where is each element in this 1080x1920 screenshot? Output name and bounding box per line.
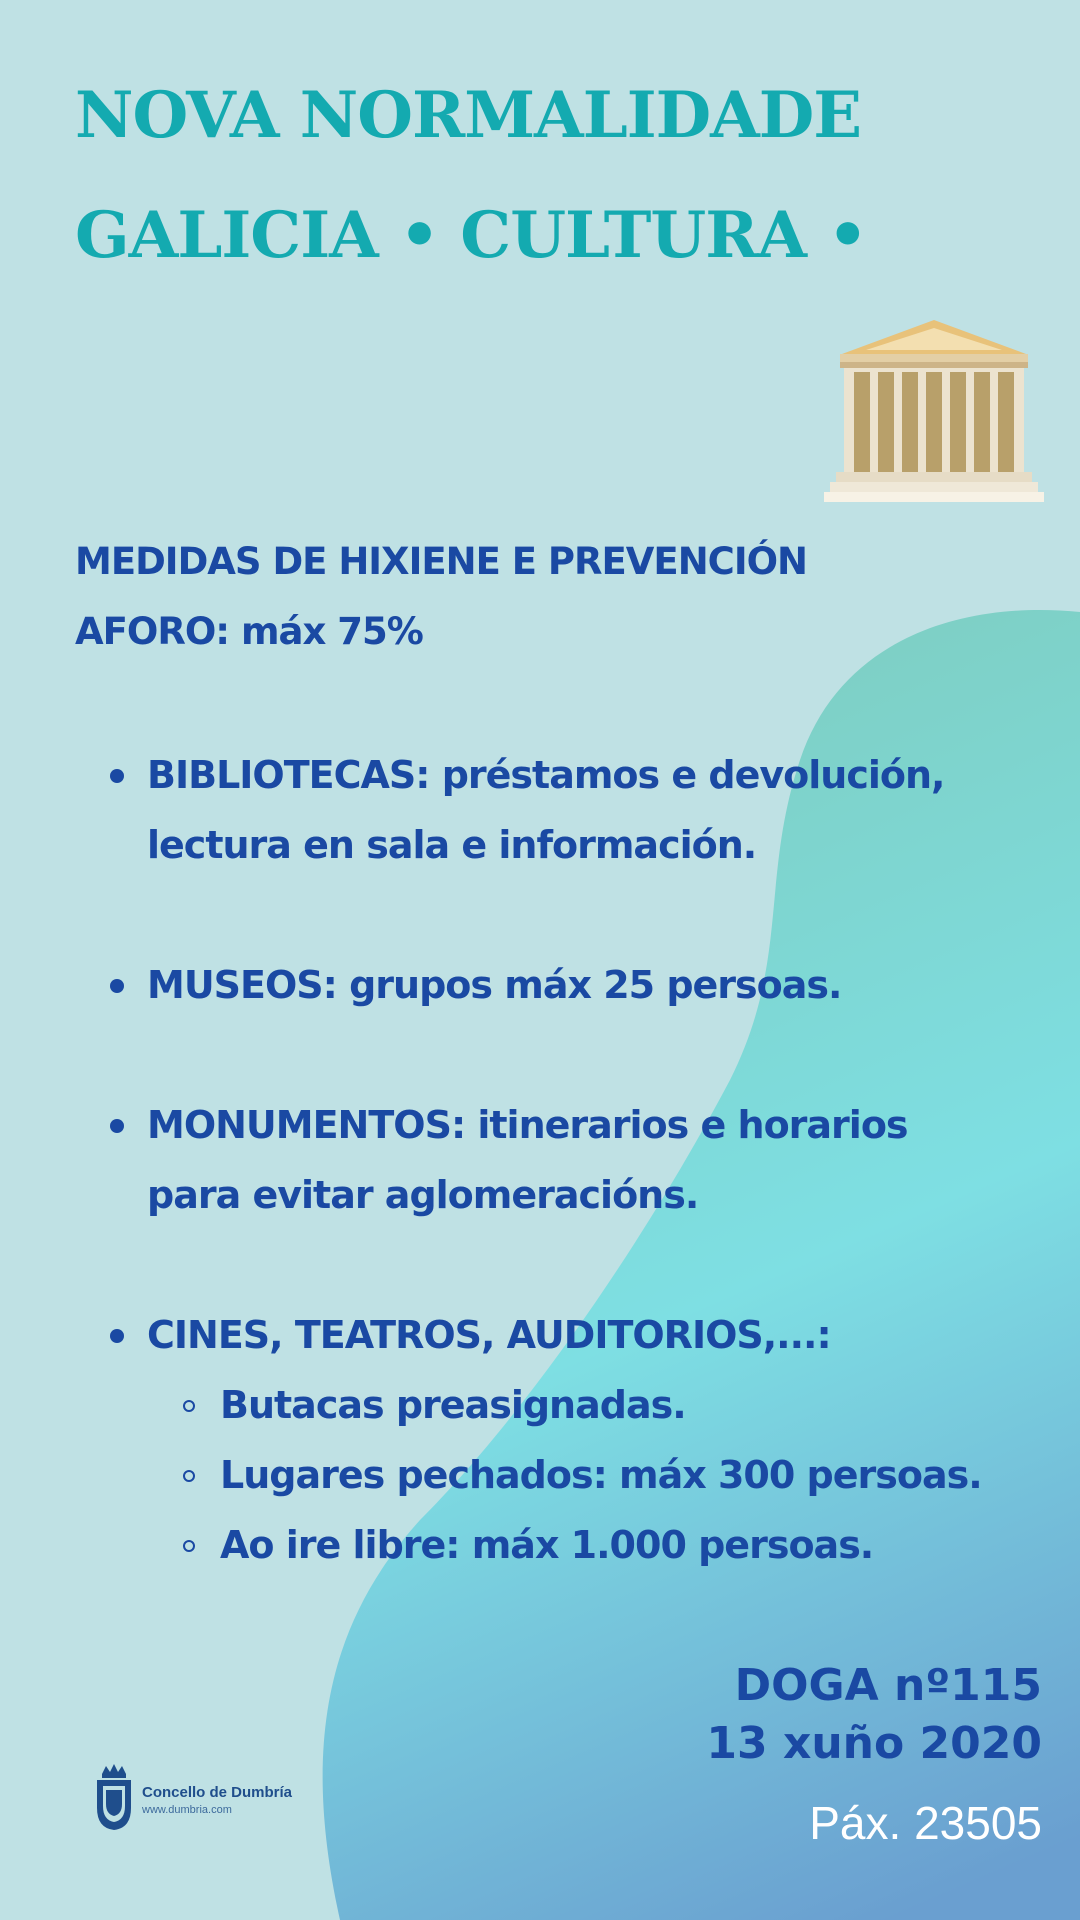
- list-item-monuments: MONUMENTOS: itinerarios e horarios para evitar aglomeracións.: [147, 1103, 908, 1217]
- sub-bullet-icon: [183, 1400, 195, 1412]
- concello-logo: [94, 1764, 314, 1834]
- list-item-cinemas: CINES, TEATROS, AUDITORIOS,...:: [147, 1313, 831, 1357]
- sub-item-indoor: Lugares pechados: máx 300 persoas.: [220, 1453, 982, 1497]
- bullet-icon: [110, 979, 124, 993]
- bullet-icon: [110, 769, 124, 783]
- title-line-1: NOVA NORMALIDADE: [75, 78, 862, 153]
- logo-name: Concello de Dumbría: [142, 1784, 293, 1801]
- subtitle-capacity: AFORO: máx 75%: [75, 610, 423, 653]
- list-item-libraries: BIBLIOTECAS: préstamos e devolución, lectura en sala e información.: [147, 753, 945, 867]
- list-item-museums: MUSEOS: grupos máx 25 persoas.: [147, 963, 842, 1007]
- coat-of-arms-icon: [94, 1764, 134, 1832]
- bullet-icon: [110, 1119, 124, 1133]
- doga-number: DOGA nº115: [734, 1660, 1042, 1711]
- title-line-2: GALICIA • CULTURA •: [75, 198, 868, 273]
- bullet-icon: [110, 1329, 124, 1343]
- sub-item-outdoor: Ao ire libre: máx 1.000 persoas.: [220, 1523, 874, 1567]
- sub-bullet-icon: [183, 1470, 195, 1482]
- doga-date: 13 xuño 2020: [706, 1718, 1042, 1769]
- sub-item-seats: Butacas preasignadas.: [220, 1383, 686, 1427]
- sub-bullet-icon: [183, 1540, 195, 1552]
- temple-icon: [822, 316, 1046, 506]
- page-reference: Páx. 23505: [809, 1797, 1042, 1849]
- logo-url: www.dumbria.com: [142, 1804, 232, 1816]
- subtitle-hygiene: MEDIDAS DE HIXIENE E PREVENCIÓN: [75, 540, 807, 583]
